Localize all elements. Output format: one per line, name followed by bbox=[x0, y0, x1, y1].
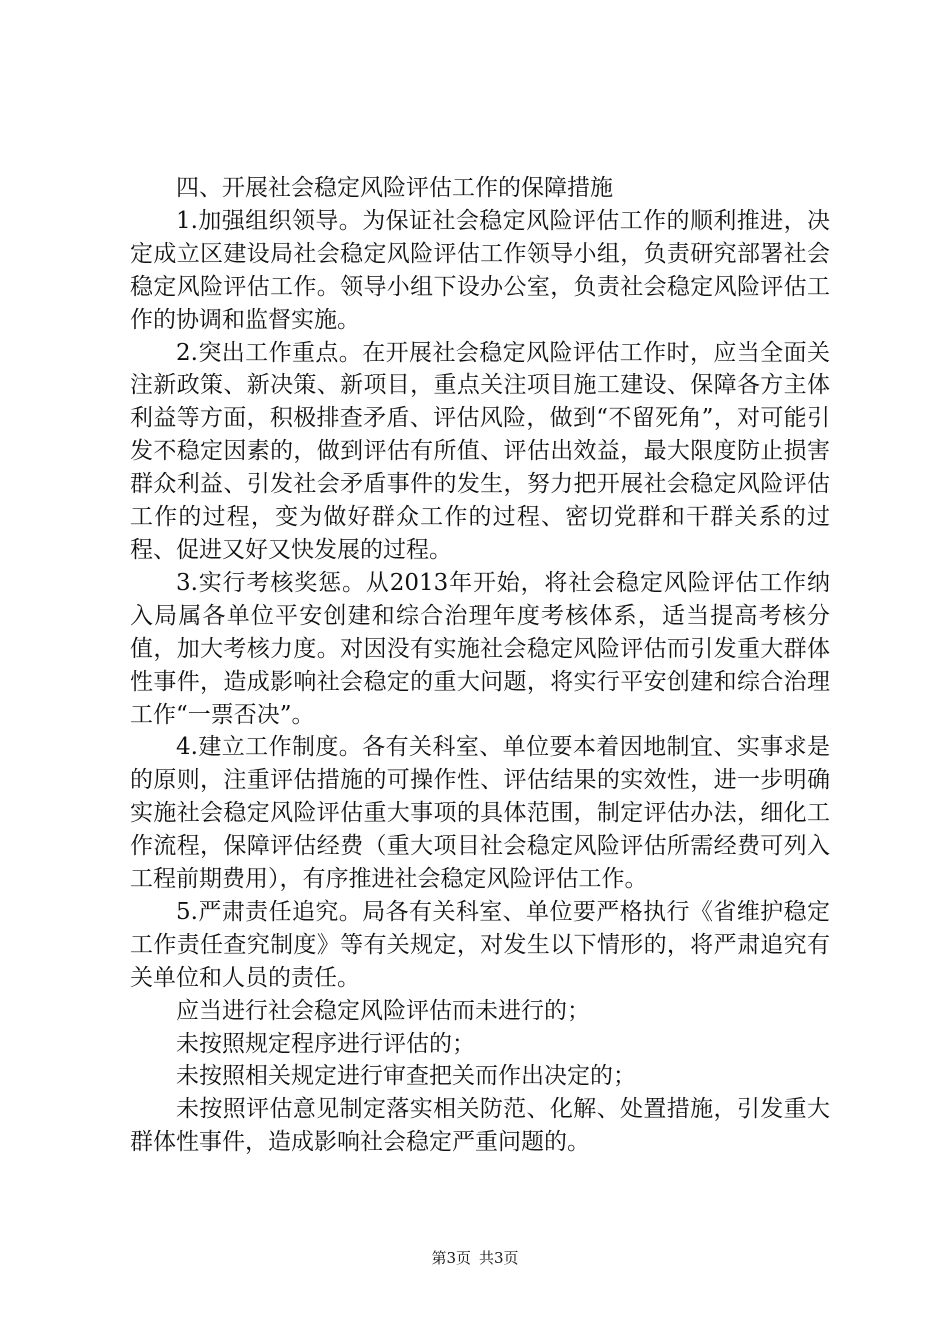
paragraph-accountability: 5.严肃责任追究。局各有关科室、单位要严格执行《省维护稳定工作责任查究制度》等有关规定，对发生以下情形的，将严肃追究有关单位和人员的责任。 bbox=[130, 898, 830, 991]
list-item: 未按照规定程序进行评估的； bbox=[176, 1030, 475, 1057]
list-item: 未按照相关规定进行审查把关而作出决定的； bbox=[176, 1063, 636, 1090]
paragraph-organization: 1.加强组织领导。为保证社会稳定风险评估工作的顺利推进，决定成立区建设局社会稳定风险评估工作领导小组，负责研究部署社会稳定风险评估工作。领导小组下设办公室，负责社会稳定风险评估工作的协调和监督实施。 bbox=[130, 207, 830, 333]
list-item: 应当进行社会稳定风险评估而未进行的； bbox=[176, 997, 590, 1024]
paragraph-work-system: 4.建立工作制度。各有关科室、单位要本着因地制宜、实事求是的原则，注重评估措施的可操作性、评估结果的实效性，进一步明确实施社会稳定风险评估重大事项的具体范围，制定评估办法，细化工作流程，保障评估经费（重大项目社会稳定风险评估所需经费可列入工程前期费用），有序推进社会稳定风险评估工作。 bbox=[130, 734, 830, 893]
page-footer bbox=[0, 1248, 950, 1268]
paragraph-assessment: 3.实行考核奖惩。从2013年开始，将社会稳定风险评估工作纳入局属各单位平安创建和综合治理年度考核体系，适当提高考核分值，加大考核力度。对因没有实施社会稳定风险评估而引发重大群体性事件，造成影响社会稳定的重大问题，将实行平安创建和综合治理工作“一票否决”。 bbox=[130, 569, 830, 728]
page-number: 第3页 bbox=[431, 1249, 471, 1267]
paragraph-key-work: 2.突出工作重点。在开展社会稳定风险评估工作时，应当全面关注新政策、新决策、新项目，重点关注项目施工建设、保障各方主体利益等方面，积极排查矛盾、评估风险，做到“不留死角”，对可能引发不稳定因素的，做到评估有所值、评估出效益，最大限度防止损害群众利益、引发社会矛盾事件的发生，努力把开展社会稳定风险评估工作的过程，变为做好群众工作的过程、密切党群和干群关系的过程、促进又好又快发展的过程。 bbox=[130, 339, 830, 563]
section-heading: 四、开展社会稳定风险评估工作的保障措施 bbox=[176, 175, 613, 201]
page-total: 共3页 bbox=[479, 1249, 519, 1267]
document-body bbox=[130, 172, 830, 1159]
list-item: 未按照评估意见制定落实相关防范、化解、处置措施，引发重大群体性事件，造成影响社会稳定严重问题的。 bbox=[130, 1096, 830, 1156]
